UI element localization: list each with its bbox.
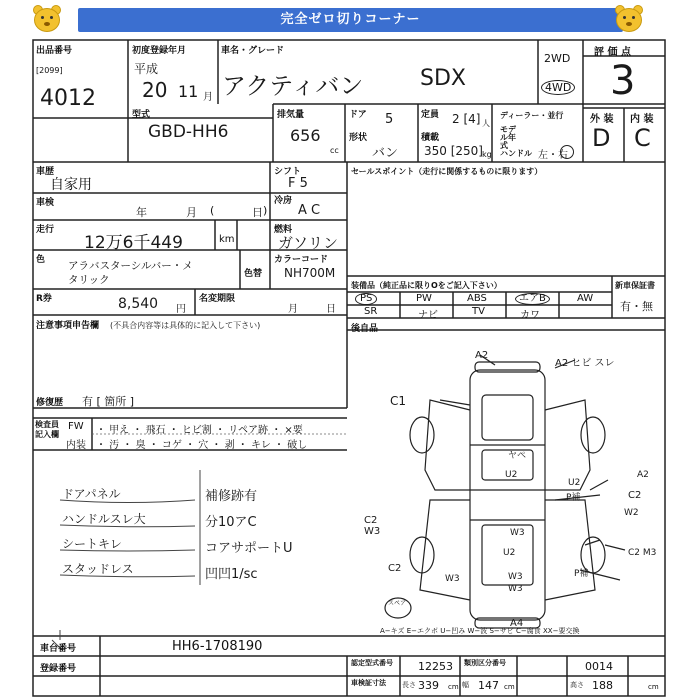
diag-mark-c2-m3: C2 M3 <box>628 548 657 558</box>
score-int-label: 内 装 <box>630 114 654 125</box>
inspector-note-right-1: 補修跡有 <box>205 489 258 504</box>
rear-seat-label: 後自品 <box>351 324 379 334</box>
equipment-tv: TV <box>472 306 485 317</box>
mileage-unit: km <box>219 234 235 245</box>
doors-value: 5 <box>385 112 394 127</box>
recycle-value: 8,540 <box>118 296 159 312</box>
notes-sub: (不具合内容等は具体的に記入して下さい) <box>110 321 261 330</box>
diag-mark-p-ho-2: P補 <box>574 569 589 579</box>
fuel-label: 燃料 <box>274 225 293 235</box>
inspection-label: 車検 <box>36 198 55 208</box>
handle-label: ハンドル <box>500 149 532 158</box>
inspection-day: 日 <box>252 206 263 219</box>
load-label: 積載 <box>421 133 440 143</box>
dims-length-unit: cm <box>448 683 459 691</box>
first-reg-label: 初度登録年月 <box>132 46 187 56</box>
score-ext-label: 外 装 <box>590 114 614 125</box>
first-reg-era: 平成 <box>134 62 159 76</box>
checklist-fw-label: FW <box>68 421 84 432</box>
auth-value: 12253 <box>418 660 453 673</box>
repair-value: 有 [ 箇所 ] <box>82 395 135 408</box>
diag-mark-a2-right: A2 <box>637 470 649 480</box>
drive-2wd: 2WD <box>544 52 571 65</box>
recycle-label: R券 <box>36 294 52 304</box>
diag-mark-c2-left: C2 <box>388 563 402 574</box>
inspector-note-right-4: 凹凹1/sc <box>205 567 258 582</box>
ac-label: 冷房 <box>274 196 293 206</box>
sales-point-label: セールスポイント（走行に関係するものに限ります） <box>351 167 543 176</box>
equipment-aw: AW <box>577 293 594 304</box>
inspection-paren-close: ) <box>263 204 268 217</box>
diag-mark-u2-c: U2 <box>503 548 516 558</box>
capacity-value: 2 [4] <box>452 112 481 126</box>
equipment-label: 装備品（純正品に限りOをご記入下さい） <box>351 281 502 290</box>
load-unit: kg <box>482 150 492 159</box>
equipment-ps: PS <box>355 293 377 305</box>
first-reg-month-unit: 月 <box>203 92 213 103</box>
score-ext: D <box>592 124 611 152</box>
auth-label: 認定型式番号 <box>351 659 393 667</box>
dealer-label: ディーラー・並行 <box>500 111 564 120</box>
lot-sub: [2099] <box>36 66 63 75</box>
equipment-sr: SR <box>364 306 378 317</box>
diag-mark-p-ho-1: P補 <box>566 493 581 503</box>
handle-value: 左・右 <box>538 150 568 161</box>
dims-height-label: 高さ <box>570 681 584 689</box>
car-grade: SDX <box>420 66 466 91</box>
score-int: C <box>634 124 651 152</box>
repair-label: 修復歴 <box>36 398 64 408</box>
model-year-label: モデル年式 <box>500 125 516 150</box>
dims-width-label: 幅 <box>462 681 469 689</box>
mileage-value: 12万6千449 <box>84 233 183 253</box>
diag-mark-u2-b: U2 <box>568 478 581 488</box>
chassis-label: 車台番号 <box>40 644 77 654</box>
reg-no-label: 登録番号 <box>40 664 77 674</box>
equipment-navi: ナビ <box>418 310 438 321</box>
capacity-label: 定員 <box>421 110 440 120</box>
diag-mark-w2: W2 <box>624 508 639 518</box>
score-label: 評 価 点 <box>594 47 631 58</box>
shift-value: F 5 <box>288 176 308 191</box>
dims-length: 339 <box>418 679 439 692</box>
score-value: 3 <box>610 58 636 104</box>
dims-width: 147 <box>478 679 499 692</box>
diag-mark-a4: A4 <box>510 618 524 629</box>
dims-width-unit: cm <box>504 683 515 691</box>
name-label: 車名・グレード <box>221 46 285 56</box>
recycle-unit: 円 <box>176 304 186 315</box>
color-label: 色 <box>36 255 46 265</box>
color-line-1: アラバスターシルバー・メ <box>68 260 193 272</box>
inspection-month: 月 <box>186 206 197 219</box>
diag-mark-w3-c: W3 <box>508 584 523 594</box>
diag-mark-u2-a: U2 <box>505 470 518 480</box>
checklist-interior-label: 内装 <box>66 440 86 451</box>
inspector-note-left-3: シートキレ <box>62 537 122 551</box>
diag-mark-c1: C1 <box>390 394 407 408</box>
dims-height: 188 <box>592 679 613 692</box>
inspector-note-left-1: ドアパネル <box>62 487 121 501</box>
diag-mark-w3-b: W3 <box>508 572 523 582</box>
inspector-note-left-2: ハンドルスレ大 <box>62 512 146 526</box>
lot-number: 4012 <box>40 86 96 111</box>
notes-label: 注意事項申告欄 <box>36 321 100 331</box>
load-value: 350 [250] <box>424 144 483 158</box>
shift-label: シフト <box>274 167 302 177</box>
car-name: アクティバン <box>222 72 364 100</box>
model-value: GBD-HH6 <box>148 122 229 142</box>
category-value: 0014 <box>585 660 613 673</box>
diag-mark-w3-center: W3 <box>510 528 525 538</box>
displacement-label: 排気量 <box>277 110 305 120</box>
model-label: 型式 <box>132 110 151 120</box>
inspector-note-left-4: スタッドレス <box>62 562 134 576</box>
diag-mark-a2-hibi: A2 ヒビ スレ <box>555 358 615 369</box>
checklist-row-1: ・ 甲え ・ 飛石 ・ ヒビ割 ・ リペア跡 ・ ×要 <box>96 425 303 436</box>
diag-mark-yape: ヤペ <box>508 451 527 461</box>
dims-height-unit: cm <box>648 683 659 691</box>
dims-length-label: 長さ <box>402 681 416 689</box>
history-value: 自家用 <box>50 177 92 193</box>
diag-spare-label: スペア <box>388 600 407 607</box>
lot-label: 出品番号 <box>36 46 73 56</box>
color-change-label: 色替 <box>244 269 263 279</box>
checklist-label: 検査員記入欄 <box>35 420 59 439</box>
doors-label: ドア <box>349 110 367 120</box>
diag-mark-a2-top: A2 <box>475 350 489 361</box>
fuel-value: ガソリン <box>278 234 339 252</box>
name-change-label: 名変期限 <box>199 294 236 304</box>
history-label: 車歴 <box>36 167 55 177</box>
page-title: 完全ゼロ切りコーナー <box>78 8 623 32</box>
color-code-value: NH700M <box>284 266 336 280</box>
shape-value: バン <box>372 146 399 161</box>
damage-legend: A−キズ E−エクボ U−凹み W−波 S−サビ C−腐食 XX−要交換 <box>380 627 580 635</box>
displacement-value: 656 <box>290 126 321 145</box>
drive-4wd: 4WD <box>541 80 575 95</box>
inspector-note-right-2: 分10アC <box>205 515 257 530</box>
new-warranty-value: 有・無 <box>620 300 653 313</box>
inspector-note-right-3: コアサポートU <box>205 541 293 556</box>
ac-value: A C <box>298 203 321 218</box>
displacement-unit: cc <box>330 146 339 155</box>
category-label: 類別区分番号 <box>464 659 506 667</box>
diag-mark-c2-right: C2 <box>628 490 642 501</box>
equipment-abs: ABS <box>467 293 487 304</box>
first-reg-month: 11 <box>178 82 199 101</box>
new-warranty-label: 新車保証書 <box>615 281 655 290</box>
first-reg-year: 20 <box>142 78 168 102</box>
equipment-airbag: エアB <box>515 293 550 305</box>
capacity-unit: 人 <box>482 119 490 128</box>
equipment-leather: カワ <box>520 310 540 321</box>
shape-label: 形状 <box>349 133 368 143</box>
equipment-pw: PW <box>416 293 432 304</box>
checklist-row-2: ・ 汚 ・ 臭 ・ コゲ ・ 穴 ・ 剥 ・ キレ ・ 破し <box>96 440 308 451</box>
mileage-label: 走行 <box>36 225 55 235</box>
inspection-year: 年 <box>136 206 147 219</box>
color-line-2: タリック <box>68 274 110 286</box>
color-code-label: カラーコード <box>274 255 329 265</box>
name-change-month: 月 <box>288 304 298 315</box>
name-change-day: 日 <box>326 304 336 315</box>
diag-mark-c2-w3-left: C2 W3 <box>364 515 381 537</box>
inspection-paren: ( <box>210 204 215 217</box>
chassis-value: HH6-1708190 <box>172 639 263 654</box>
diag-mark-w3-a: W3 <box>445 574 460 584</box>
dims-label: 車検証寸法 <box>351 679 386 687</box>
